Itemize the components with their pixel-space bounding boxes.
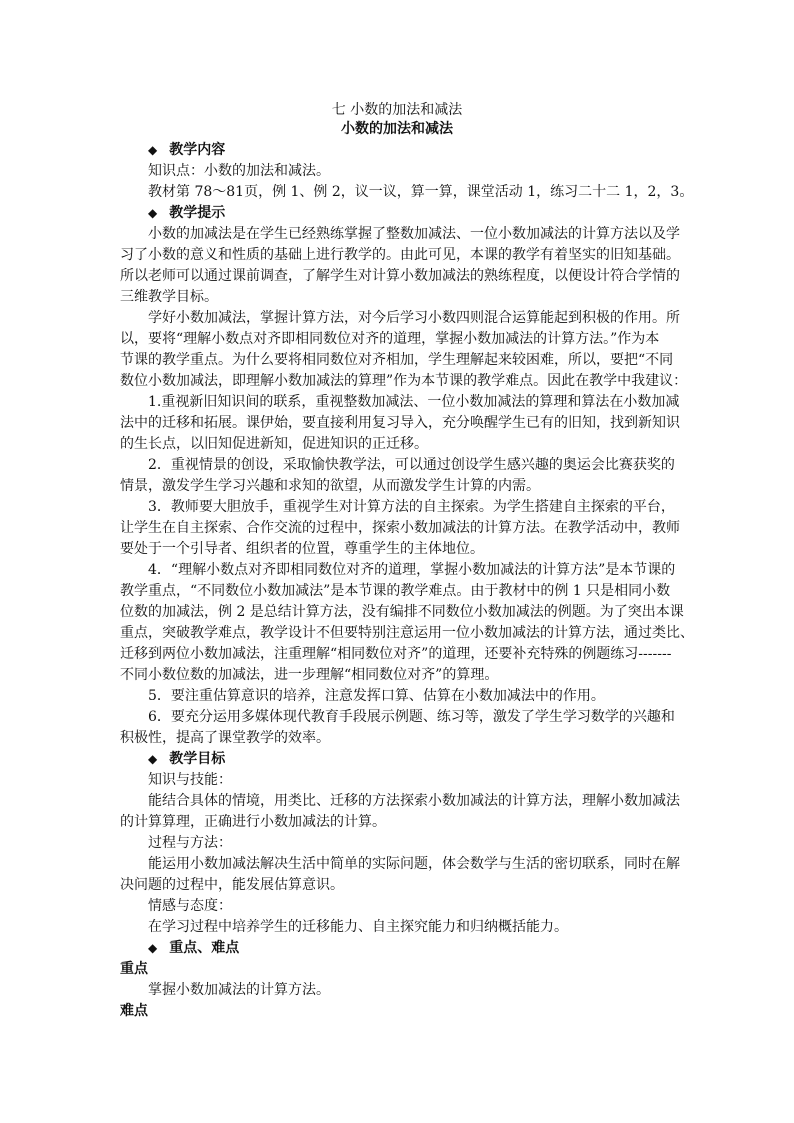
paragraph-line: 所以老师可以通过课前调查，了解学生对计算小数加减法的熟练程度，以便设计符合学情的 [120,268,680,284]
diamond-bullet-icon: ◆ [148,206,158,220]
goal-text: 在学习过程中培养学生的迁移能力、自主探究能力和归纳概括能力。 [148,919,568,935]
difficult-label: 难点 [120,1003,148,1019]
section-heading-hints [148,203,225,223]
list-item-line: 要处于一个引导者、组织者的位置，尊重学生的主体地位。 [120,541,484,557]
list-item-line: 6．要充分运用多媒体现代教育手段展示例题、练习等，激发了学生学习数学的兴趣和 [148,709,675,725]
section-heading-goals [148,749,225,769]
list-item-line: 教学重点，“不同数位小数加减法”是本节课的教学难点。由于教材中的例 1 只是相同小数 [120,583,671,599]
heading-text: 教学目标 [169,751,226,767]
goal-label: 情感与态度： [148,898,232,914]
list-item-line: 情景，激发学生学习兴趣和求知的欲望，从而激发学生计算的内需。 [120,478,540,494]
lesson-title: 小数的加法和减法 [341,121,453,137]
goal-text: 能运用小数加减法解决生活中简单的实际问题，体会数学与生活的密切联系，同时在解 [148,856,680,872]
goal-label: 过程与方法： [148,835,232,851]
chapter-title: 七 小数的加法和减法 [331,102,463,118]
list-item-line: 位数的加减法，例 2 是总结计算方法，没有编排不同数位小数加减法的例题。为了突出本课 [120,604,684,620]
list-item-line: 不同小数位数的加减法，进一步理解“相同数位对齐”的算理。 [120,667,499,683]
goal-text: 决问题的过程中，能发展估算意识。 [120,877,344,893]
goal-text: 的计算算理，正确进行小数加减法的计算。 [120,814,386,830]
list-item-line: 重点，突破教学难点，教学设计不但要特别注意运用一位小数加减法的计算方法，通过类比、 [120,625,694,641]
list-item-line: 5．要注重估算意识的培养，注意发挥口算、估算在小数加减法中的作用。 [148,688,605,704]
paragraph-line: 习了小数的意义和性质的基础上进行教学的。由此可见，本课的教学有着坚实的旧知基础。 [120,247,680,263]
list-item-line: 积极性，提高了课堂教学的效率。 [120,730,330,746]
key-label: 重点 [120,961,148,977]
list-item-line: 法中的迁移和拓展。课伊始，要直接利用复习导入，充分唤醒学生已有的旧知，找到新知识 [120,415,680,431]
list-item-line: 1.重视新旧知识间的联系，重视整数加减法、一位小数加减法的算理和算法在小数加减 [148,394,680,410]
list-item-line: 迁移到两位小数加减法，注重理解“相同数位对齐”的道理，还要补充特殊的例题练习------- [120,646,672,662]
paragraph-line: 数位小数加减法，即理解小数加减法的算理”作为本节课的教学难点。因此在教学中我建议： [120,373,688,389]
heading-text: 重点、难点 [169,940,240,956]
goal-label: 知识与技能： [148,772,232,788]
textbook-pages: 教材第 78～81页，例 1、例 2，议一议，算一算，课堂活动 1，练习二十二 1，2，3。 [148,184,694,200]
diamond-bullet-icon: ◆ [148,143,158,157]
knowledge-point: 知识点：小数的加法和减法。 [148,163,330,179]
list-item-line: 让学生在自主探索、合作交流的过程中，探索小数加减法的计算方法。在教学活动中，教师 [120,520,680,536]
paragraph-line: 小数的加减法是在学生已经熟练掌握了整数加减法、一位小数加减法的计算方法以及学 [148,226,680,242]
section-heading-content [148,140,225,160]
section-heading-key-points [148,938,239,958]
list-item-line: 3．教师要大胆放手，重视学生对计算方法的自主探索。为学生搭建自主探索的平台， [148,499,675,515]
paragraph-line: 节课的教学重点。为什么要将相同数位对齐相加，学生理解起来较困难，所以，要把“不同 [120,352,674,368]
paragraph-line: 三维教学目标。 [120,289,218,305]
diamond-bullet-icon: ◆ [148,941,158,955]
list-item-line: 2．重视情景的创设，采取愉快教学法，可以通过创设学生感兴趣的奥运会比赛获奖的 [148,457,675,473]
paragraph-line: 学好小数加减法，掌握计算方法，对今后学习小数四则混合运算能起到积极的作用。所 [148,310,680,326]
heading-text: 教学提示 [169,205,226,221]
list-item-line: 的生长点，以旧知促进新知，促进知识的正迁移。 [120,436,428,452]
goal-text: 能结合具体的情境，用类比、迁移的方法探索小数加减法的计算方法，理解小数加减法 [148,793,680,809]
heading-text: 教学内容 [169,142,226,158]
list-item-line: 4．“理解小数点对齐即相同数位对齐的道理，掌握小数加减法的计算方法”是本节课的 [148,562,676,578]
diamond-bullet-icon: ◆ [148,752,158,766]
paragraph-line: 以，要将“理解小数点对齐即相同数位对齐的道理，掌握小数加减法的计算方法。”作为本 [120,331,660,347]
key-text: 掌握小数加减法的计算方法。 [148,982,330,998]
